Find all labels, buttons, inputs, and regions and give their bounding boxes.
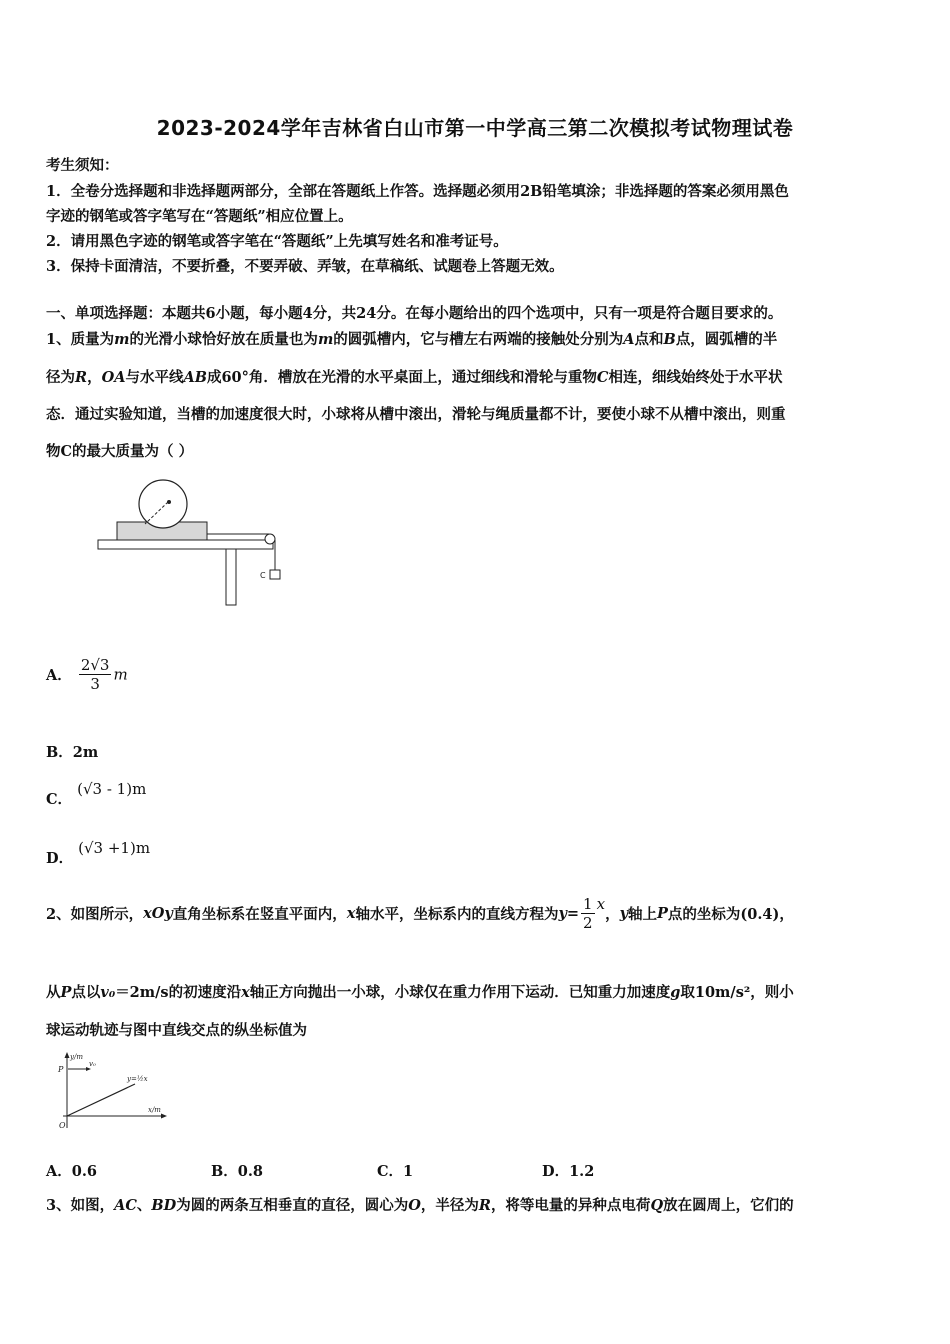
pulley (265, 534, 275, 544)
line-equation-label: y=½x (127, 1075, 148, 1083)
q2-fraction: $\frac{1}{2}$ (583, 895, 593, 932)
q1-option-d[interactable]: D． (√3 +1)m (46, 839, 151, 867)
q1-line-1: 1、质量为m的光滑小球恰好放在质量也为m的圆弧槽内，它与槽左右两端的接触处分别为A点和B点，圆弧槽的半 (46, 331, 778, 348)
notice-heading: 考生须知： (46, 157, 119, 174)
notice-item-1-cont: 字迹的钢笔或答字笔写在“答题纸”相应位置上。 (46, 208, 353, 225)
center-point (167, 500, 171, 504)
table-leg (226, 549, 236, 605)
notice-item-2: 2．请用黑色字迹的钢笔或答字笔在“答题纸”上先填写姓名和准考证号。 (46, 233, 508, 250)
notice-item-1: 1．全卷分选择题和非选择题两部分，全部在答题纸上作答。选择题必须用2B铅笔填涂；非选择题的答案必须用黑色 (46, 183, 789, 200)
line-y-half-x (67, 1084, 135, 1116)
q2-option-a[interactable]: A．0.6 (46, 1163, 97, 1180)
y-axis-arrow (65, 1052, 70, 1058)
page-title: 2023-2024学年吉林省白山市第一中学高三第二次模拟考试物理试卷 (156, 116, 794, 140)
q1-option-a[interactable]: A． $\frac{2√3}{3}$ m (46, 656, 128, 693)
q2-line-3: 球运动轨迹与图中直线交点的纵坐标值为 (46, 1022, 307, 1039)
y-axis-label: y/m (70, 1053, 83, 1061)
q3-line-1: 3、如图，AC、BD为圆的两条互相垂直的直径，圆心为O，半径为R，将等电量的异种点电荷Q放在圆周上，它们的 (46, 1197, 794, 1214)
q2-option-d[interactable]: D．1.2 (542, 1163, 595, 1180)
velocity-label: v₀ (89, 1060, 96, 1068)
q1-figure (95, 478, 295, 610)
q2-option-b[interactable]: B．0.8 (211, 1163, 263, 1180)
q2-line-2: 从P点以v₀＝2m/s的初速度沿x轴正方向抛出一小球，小球仅在重力作用下运动．已知重力加速度g取10m/s²，则小 (46, 984, 794, 1001)
origin-label: O (59, 1121, 66, 1130)
option-a-fraction: $\frac{2√3}{3}$ (80, 656, 110, 693)
x-axis-arrow (161, 1114, 167, 1119)
weight-c (270, 570, 280, 579)
q1-line-4: 物C的最大质量为（ ） (46, 443, 194, 460)
q2-line-1: 2、如图所示，xOy直角坐标系在竖直平面内，x轴水平，坐标系内的直线方程为y= $\frac{1}{2}$ x，y轴上P点的坐标为(0.4)， (46, 895, 794, 932)
q2-figure (55, 1050, 170, 1132)
q1-option-c[interactable]: C． (√3 - 1)m (46, 780, 147, 808)
q2-option-c[interactable]: C．1 (377, 1163, 414, 1180)
notice-item-3: 3．保持卡面清洁，不要折叠，不要弄破、弄皱，在草稿纸、试题卷上答题无效。 (46, 258, 564, 275)
ball (139, 480, 187, 528)
x-axis-label: x/m (148, 1106, 161, 1114)
point-p-label: P (58, 1065, 64, 1074)
q1-line-3: 态．通过实验知道，当槽的加速度很大时，小球将从槽中滚出，滑轮与绳质量都不计，要使小球不从槽中滚出，则重 (46, 406, 786, 423)
q1-line-2: 径为R，OA与水平线AB成60°角．槽放在光滑的水平桌面上，通过细线和滑轮与重物C相连，细线始终处于水平状 (46, 369, 783, 386)
section-heading: 一、单项选择题：本题共6小题，每小题4分，共24分。在每小题给出的四个选项中，只有一项是符合题目要求的。 (46, 305, 783, 322)
q1-option-b[interactable]: B．2m (46, 744, 99, 761)
table-top (98, 540, 273, 549)
weight-c-label: C (260, 571, 266, 580)
